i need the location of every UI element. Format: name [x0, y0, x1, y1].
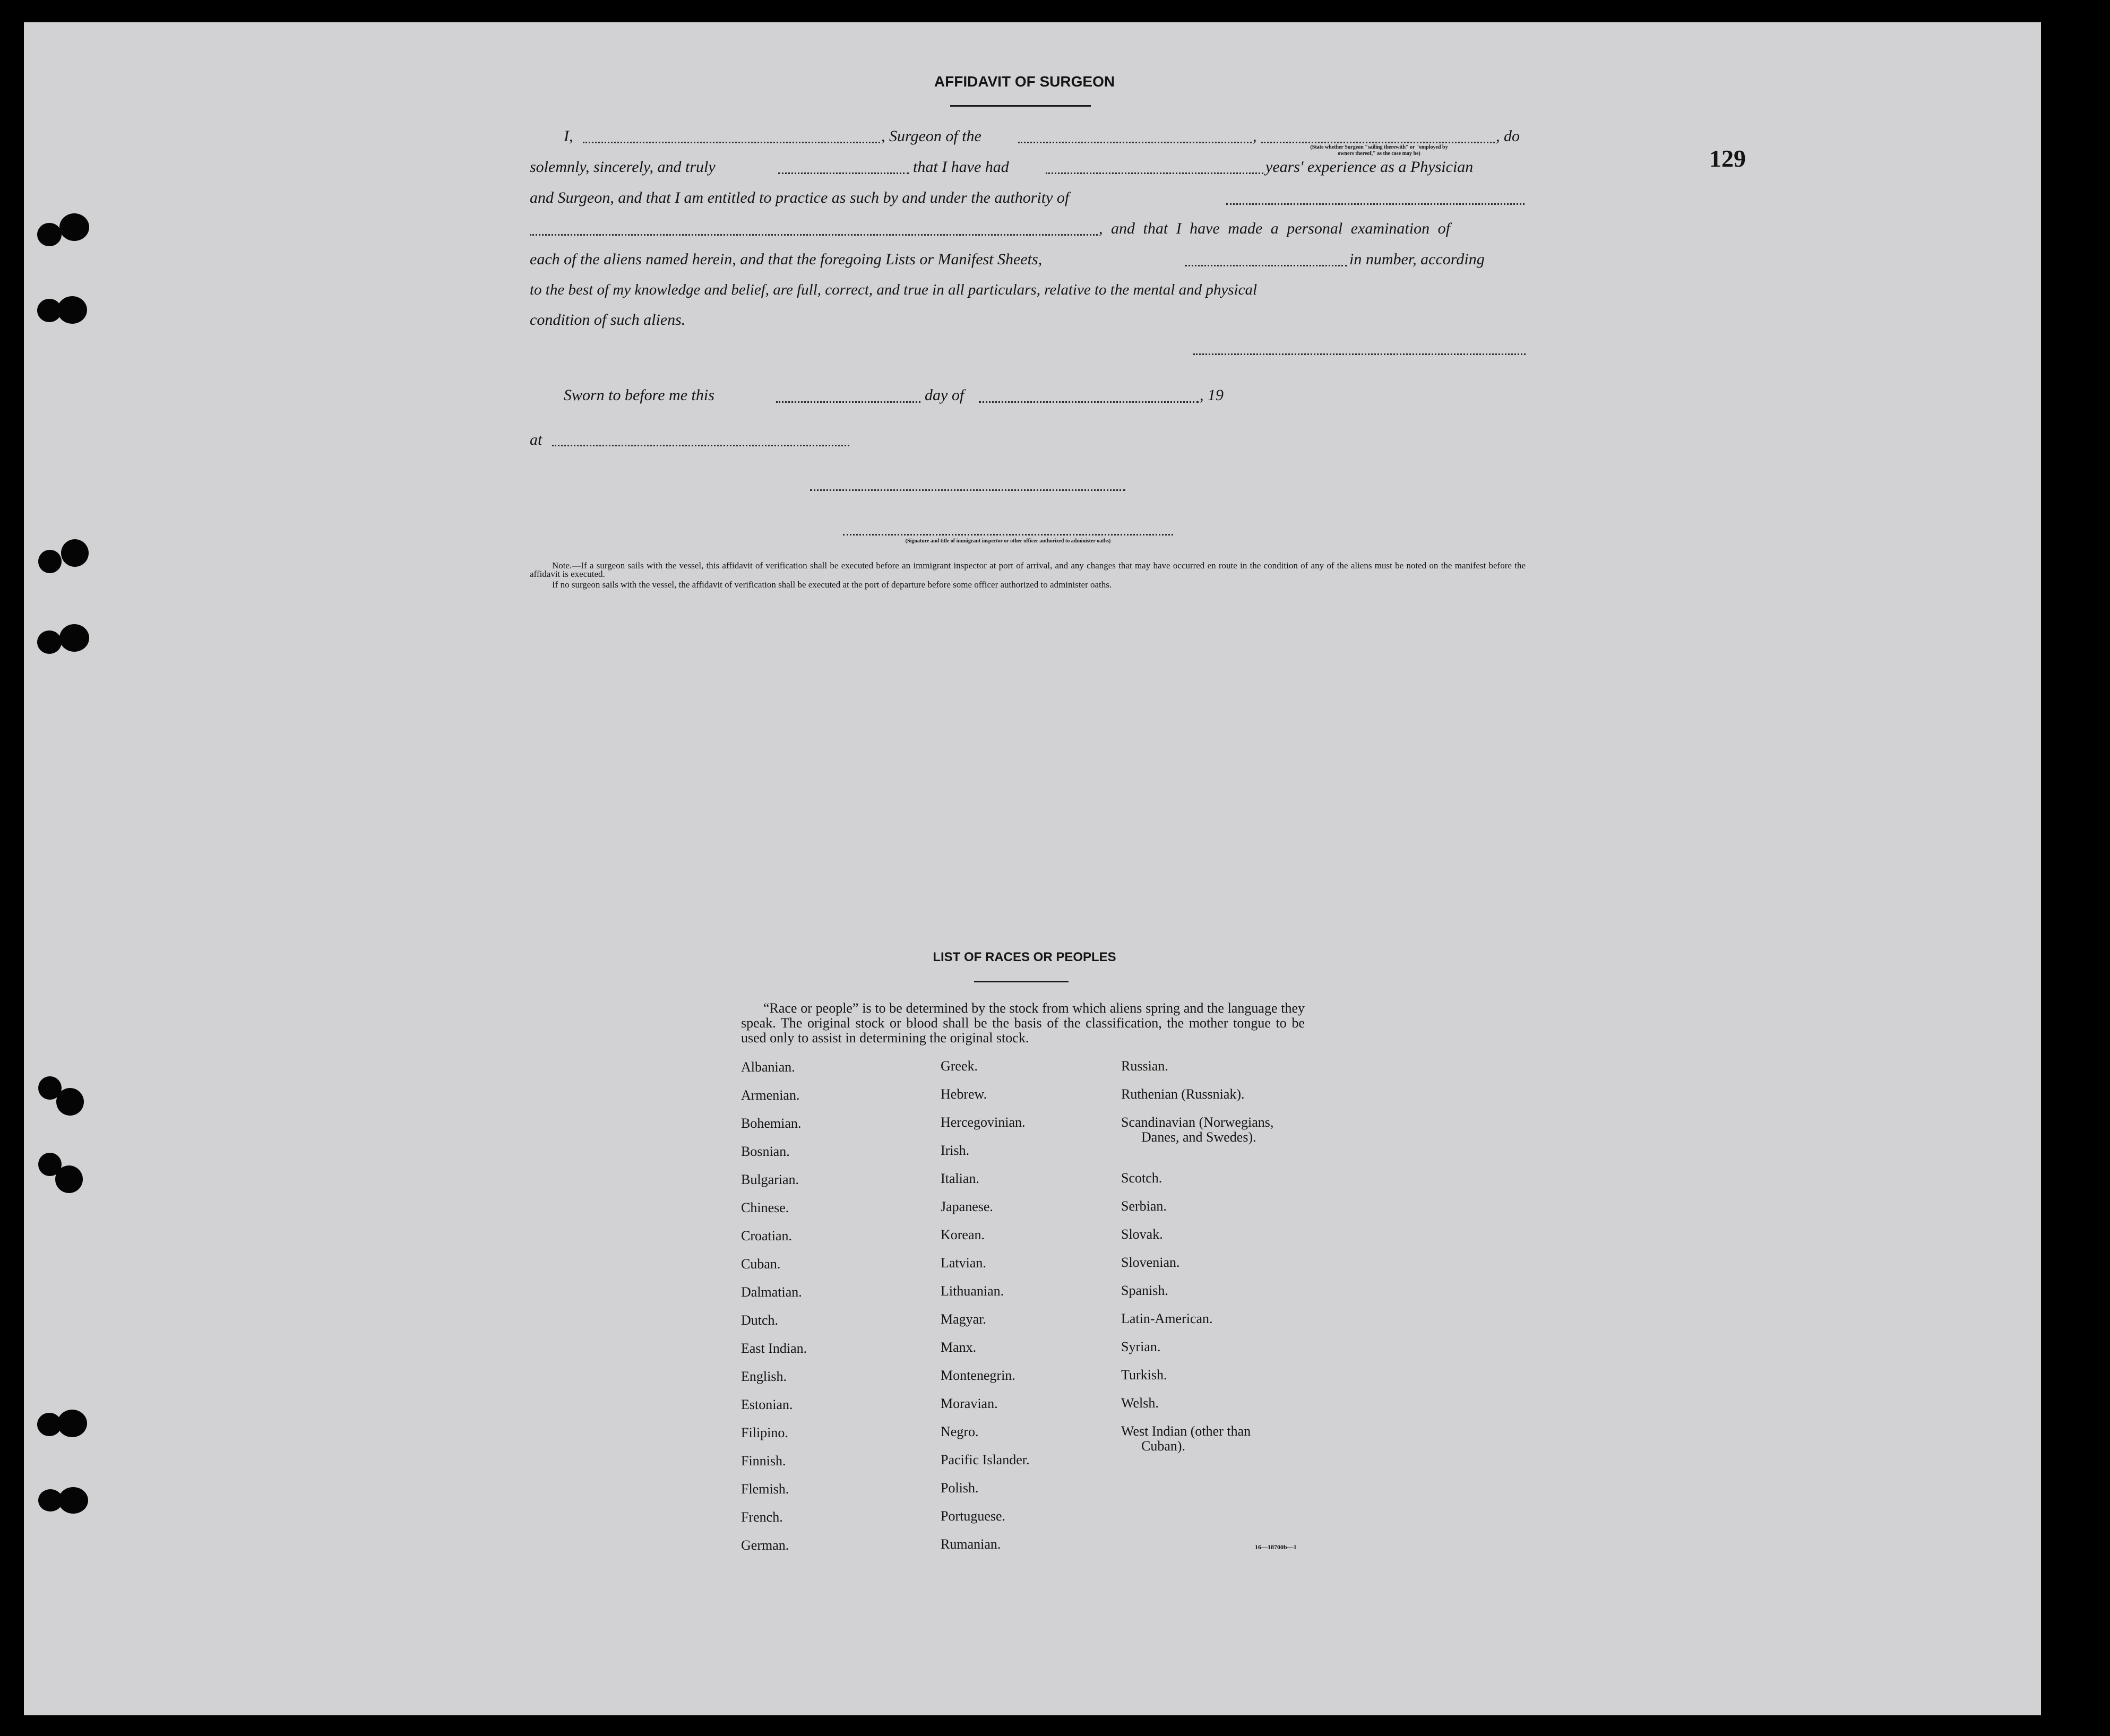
races-title: LIST OF RACES OR PEOPLES	[933, 950, 1116, 964]
blank-authority-continued	[530, 234, 1098, 236]
surgeon-status-caption	[1262, 144, 1496, 157]
race-item: Latvian.	[941, 1255, 986, 1271]
surgeon-status-caption-line-2: owners thereof," as the case may be)	[1338, 151, 1420, 157]
race-item: Manx.	[941, 1340, 977, 1355]
note-paragraph-1: Note.—If a surgeon sails with the vessel, this affidavit of verification shall be executed before an immigrant inspector at port of arrival, and any changes that may have occurred en route in the condition of any of the aliens must be noted on the manifest before the affidavit is executed.	[530, 560, 1526, 579]
blank-sheet-count	[1185, 265, 1347, 266]
race-item: Pacific Islander.	[941, 1452, 1030, 1467]
race-item: Negro.	[941, 1424, 979, 1439]
race-item: Syrian.	[1121, 1339, 1161, 1354]
affidavit-line-1-comma: ,	[1253, 127, 1257, 145]
race-item: Chinese.	[741, 1200, 789, 1215]
race-item: Ruthenian (Russniak).	[1121, 1086, 1245, 1102]
signature-caption: (Signature and title of immigrant inspector or other officer authorized to administer oaths)	[905, 538, 1111, 544]
race-item: Korean.	[941, 1227, 985, 1242]
race-item: Finnish.	[741, 1453, 786, 1469]
inspector-signature-line-1	[810, 489, 1125, 491]
race-item: Latin-American.	[1121, 1311, 1213, 1326]
punch-hole	[61, 539, 89, 567]
punch-hole	[59, 213, 89, 241]
race-item: Irish.	[941, 1143, 970, 1158]
race-item: Greek.	[941, 1058, 978, 1074]
race-item: Flemish.	[741, 1481, 789, 1497]
race-item: Spanish.	[1121, 1283, 1168, 1298]
race-item: Croatian.	[741, 1228, 793, 1243]
race-item: Welsh.	[1121, 1395, 1159, 1411]
sworn-year: , 19	[1200, 386, 1224, 404]
races-intro: “Race or people” is to be determined by the stock from which aliens spring and the language they speak. The original stock or blood shall be the basis of the classification, the mother tongue to be used only to assist in determining the original stock.	[741, 1000, 1305, 1046]
race-item: Italian.	[941, 1171, 979, 1186]
race-item: Turkish.	[1121, 1367, 1167, 1383]
at-label: at	[530, 431, 542, 448]
blank-years	[1046, 172, 1263, 174]
race-item: Moravian.	[941, 1396, 998, 1411]
race-item: English.	[741, 1369, 787, 1384]
punch-hole	[58, 1487, 88, 1514]
race-item: Bulgarian.	[741, 1172, 799, 1187]
race-item: Cuban.	[741, 1256, 781, 1272]
affidavit-line-1-i: I,	[564, 127, 573, 145]
surgeon-signature-line	[1193, 353, 1526, 355]
affidavit-title: AFFIDAVIT OF SURGEON	[934, 73, 1115, 90]
race-item: Lithuanian.	[941, 1283, 1004, 1299]
race-item: Slovak.	[1121, 1227, 1163, 1242]
race-item: Serbian.	[1121, 1198, 1167, 1214]
blank-authority	[1226, 203, 1525, 205]
race-item: Montenegrin.	[941, 1368, 1015, 1383]
race-item: Dutch.	[741, 1312, 779, 1328]
affidavit-line-6: to the best of my knowledge and belief, are full, correct, and true in all particulars, relative to the mental and physical	[530, 281, 1258, 298]
affidavit-line-3: and Surgeon, and that I am entitled to practice as such by and under the authority of	[530, 189, 1070, 206]
race-item: Polish.	[941, 1480, 979, 1496]
race-item-continuation: Danes, and Swedes).	[1141, 1129, 1256, 1145]
surgeon-status-caption-line-1: (State whether Surgeon "sailing therewith" or "employed by	[1310, 144, 1448, 150]
punch-hole	[37, 223, 62, 246]
blank-place	[552, 445, 849, 446]
affidavit-line-2-mid: that I have had	[913, 158, 1009, 176]
punch-hole	[38, 1489, 63, 1512]
form-code: 16—18700b—1	[1255, 1543, 1297, 1551]
race-item: Scotch.	[1121, 1170, 1162, 1186]
punch-hole	[38, 550, 62, 573]
race-item-continuation: Cuban).	[1141, 1438, 1186, 1454]
blank-day	[776, 401, 920, 403]
race-item: Slovenian.	[1121, 1255, 1180, 1270]
race-item: Hercegovinian.	[941, 1115, 1026, 1130]
document-sheet	[24, 22, 2041, 1715]
inspector-signature-line-2	[843, 534, 1173, 536]
blank-surgeon-name	[583, 142, 880, 143]
page-number: 129	[1709, 145, 1746, 172]
race-item: East Indian.	[741, 1341, 807, 1356]
punch-hole	[57, 296, 87, 324]
race-item: Armenian.	[741, 1087, 800, 1103]
race-item: Filipino.	[741, 1425, 788, 1440]
race-item: Dalmatian.	[741, 1284, 802, 1300]
race-item: Japanese.	[941, 1199, 993, 1214]
punch-hole	[37, 631, 62, 654]
affidavit-line-2-start: solemnly, sincerely, and truly	[530, 158, 716, 176]
affidavit-line-7: condition of such aliens.	[530, 311, 686, 329]
races-title-underline	[974, 981, 1069, 982]
affidavit-line-5-start: each of the aliens named herein, and that the foregoing Lists or Manifest Sheets,	[530, 251, 1043, 268]
affidavit-line-2-end: years' experience as a Physician	[1265, 158, 1474, 176]
affidavit-line-1-do: , do	[1496, 127, 1520, 145]
punch-hole	[55, 1165, 83, 1193]
punch-hole	[57, 1410, 87, 1437]
race-item: West Indian (other than	[1121, 1423, 1251, 1439]
blank-vessel-name	[1018, 142, 1252, 143]
punch-hole	[56, 1088, 84, 1116]
affidavit-line-4: , and that I have made a personal examination of	[1099, 220, 1450, 237]
race-item: Russian.	[1121, 1058, 1168, 1074]
race-item: Bohemian.	[741, 1116, 802, 1131]
sworn-text: Sworn to before me this	[564, 386, 714, 404]
race-item: Albanian.	[741, 1059, 795, 1075]
blank-month	[979, 401, 1199, 403]
race-item: German.	[741, 1538, 789, 1553]
note-paragraph-2: If no surgeon sails with the vessel, the affidavit of verification shall be executed at the port of departure before some officer authorized to administer oaths.	[552, 580, 1112, 590]
race-item: Portuguese.	[941, 1508, 1006, 1524]
race-item: French.	[741, 1509, 783, 1525]
sworn-day-of: day of	[925, 386, 964, 404]
punch-hole	[59, 624, 89, 652]
affidavit-line-1-surgeon-of-the: , Surgeon of the	[881, 127, 981, 145]
title-underline	[950, 105, 1091, 107]
punch-hole	[37, 299, 62, 322]
blank-swear-affirm	[778, 172, 909, 174]
race-item: Rumanian.	[941, 1536, 1001, 1552]
punch-hole	[37, 1413, 62, 1436]
race-item: Hebrew.	[941, 1086, 987, 1102]
race-item: Magyar.	[941, 1311, 986, 1327]
race-item: Bosnian.	[741, 1144, 790, 1159]
race-item: Estonian.	[741, 1397, 793, 1412]
blank-surgeon-status	[1261, 142, 1495, 143]
affidavit-line-5-end: in number, according	[1349, 251, 1485, 268]
race-item: Scandinavian (Norwegians,	[1121, 1115, 1274, 1130]
